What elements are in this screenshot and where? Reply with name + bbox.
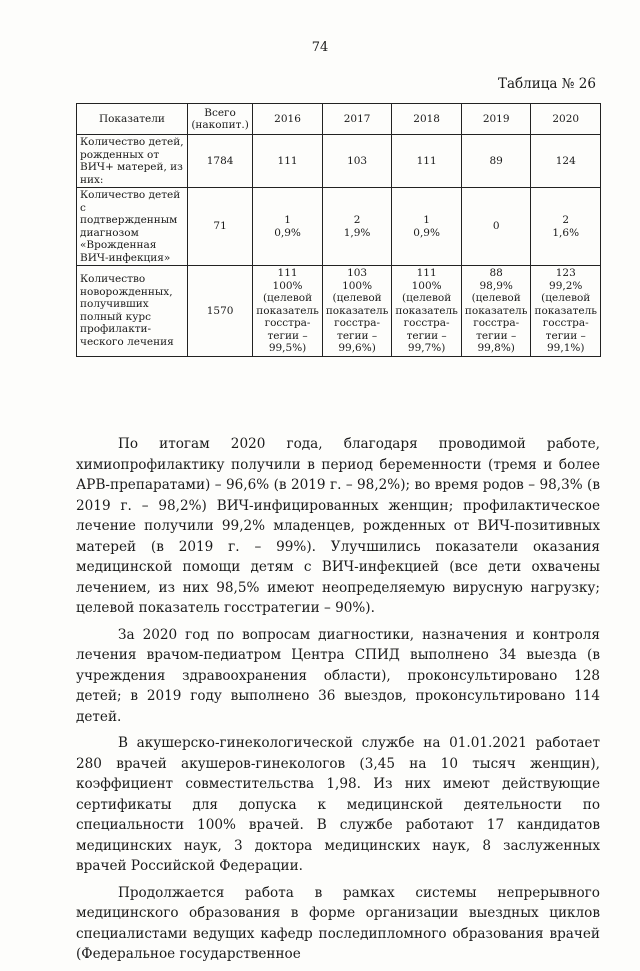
cell-line: 111 bbox=[277, 267, 298, 279]
statistics-table bbox=[76, 103, 601, 357]
cell-line: 1 bbox=[423, 214, 430, 226]
paragraph: Продолжается работа в рамках системы непрерывного медицинского образования в форме организации выездных циклов специалистами ведущих кафедр последипломного образования врачей (Федеральное государственное bbox=[76, 884, 600, 962]
table-header-row bbox=[77, 104, 601, 135]
cell-line: 99,8%) bbox=[477, 342, 515, 354]
table-caption: Таблица № 26 bbox=[497, 76, 596, 92]
cell-line: 103 bbox=[347, 267, 368, 279]
row-label: Количество новорожденных, получивших полный курс профилакти-ческого лечения bbox=[77, 266, 188, 357]
cell-line: 99,1%) bbox=[547, 342, 585, 354]
cell-line: 100% bbox=[411, 279, 442, 292]
cell-line: тегии – bbox=[545, 329, 586, 342]
header-total: Всего (накопит.) bbox=[187, 104, 252, 135]
cell-line: тегии – bbox=[476, 329, 517, 342]
paragraph: По итогам 2020 года, благодаря проводимой работе, химиопрофилактику получили в период беременности (тремя и более АРВ-препаратами) – 96,6% (в 2019 г. – 98,2%); во время родов – 98,3% (в 2019 г. – 98,2%) ВИЧ-инфицированных женщин; профилактическое лечение получили 99,2% младенцев, рожденных от ВИЧ-позитивных матерей (в 2019 г. – 99%). Улучшились показатели оказания медицинской помощи детям с ВИЧ-инфекцией (все дети охвачены лечением, из них 98,5% имеют неопределяемую вирусную нагрузку; целевой показатель госстратегии – 90%). bbox=[76, 436, 600, 616]
year-cell bbox=[322, 188, 392, 266]
header-indicators: Показатели bbox=[77, 104, 188, 135]
cell-line: тегии – bbox=[267, 329, 308, 342]
cell-line: госстра- bbox=[542, 317, 589, 329]
year-cell bbox=[531, 188, 601, 266]
year-cell bbox=[461, 266, 531, 357]
cell-line: 100% bbox=[342, 279, 373, 292]
cell-line: 1,6% bbox=[552, 226, 580, 239]
cell-line: 99,2% bbox=[549, 279, 583, 292]
paragraph: В акушерско-гинекологической службе на 01.01.2021 работает 280 врачей акушеров-гинекологов (3,45 на 10 тысяч женщин), коэффициент совместительства 1,98. Из них имеют действующие сертификаты для допуска к медицинской деятельности по специальности 100% врачей. В службе работают 17 кандидатов медицинских наук, 3 доктора медицинских наук, 8 заслуженных врачей Российской Федерации. bbox=[76, 735, 600, 874]
cell-line: 100% bbox=[272, 279, 303, 292]
cell-line: 1 bbox=[284, 214, 291, 226]
header-2018: 2018 bbox=[392, 104, 462, 135]
cell-line: 124 bbox=[555, 154, 576, 167]
header-2016: 2016 bbox=[253, 104, 323, 135]
body-text bbox=[76, 434, 600, 971]
table-row bbox=[77, 135, 601, 188]
cell-line: показатель bbox=[395, 304, 458, 317]
year-cell bbox=[392, 188, 462, 266]
year-cell bbox=[322, 135, 392, 188]
cell-line: 111 bbox=[277, 154, 298, 167]
cell-line: показатель bbox=[464, 304, 528, 317]
table-row bbox=[77, 188, 601, 266]
year-cell bbox=[461, 188, 531, 266]
year-cell bbox=[531, 266, 601, 357]
year-cell bbox=[253, 266, 323, 357]
year-cell bbox=[322, 266, 392, 357]
cell-line: 1,9% bbox=[343, 226, 371, 239]
cell-line: госстра- bbox=[264, 317, 311, 329]
cell-line: тегии – bbox=[337, 329, 378, 342]
cell-line: тегии – bbox=[406, 329, 447, 342]
cell-line: 99,5%) bbox=[268, 342, 307, 354]
page-number: 74 bbox=[311, 40, 329, 55]
cell-line: 89 bbox=[489, 154, 503, 167]
cell-line: 111 bbox=[416, 154, 437, 167]
cell-line: (целевой bbox=[402, 292, 452, 304]
cell-line: госстра- bbox=[403, 317, 450, 329]
cell-line: (целевой bbox=[471, 292, 521, 304]
cell-line: (целевой bbox=[541, 292, 591, 304]
row-total: 1784 bbox=[187, 135, 252, 188]
year-cell bbox=[253, 188, 323, 266]
cell-line: 111 bbox=[416, 267, 437, 279]
year-cell bbox=[531, 135, 601, 188]
year-cell bbox=[392, 266, 462, 357]
row-total: 1570 bbox=[187, 266, 252, 357]
cell-line: 123 bbox=[555, 267, 576, 279]
cell-line: показатель bbox=[256, 304, 319, 317]
year-cell bbox=[253, 135, 323, 188]
cell-line: 2 bbox=[562, 214, 570, 226]
header-2017: 2017 bbox=[322, 104, 392, 135]
row-label: Количество детей с подтвержденным диагнозом «Врожденная ВИЧ-инфекция» bbox=[77, 188, 188, 266]
cell-line: (целевой bbox=[332, 292, 382, 304]
cell-line: 103 bbox=[347, 154, 368, 167]
cell-line: (целевой bbox=[262, 292, 313, 304]
cell-line: показатель bbox=[534, 304, 597, 317]
table-row bbox=[77, 266, 601, 357]
cell-line: 0,9% bbox=[413, 226, 440, 239]
year-cell bbox=[461, 135, 531, 188]
paragraph: За 2020 год по вопросам диагностики, назначения и контроля лечения врачом-педиатром Центра СПИД выполнено 34 выезда (в учреждения здравоохранения области), проконсультировано 128 детей; в 2019 году выполнено 36 выездов, проконсультировано 114 детей. bbox=[76, 626, 600, 725]
cell-line: 99,6%) bbox=[338, 342, 376, 354]
cell-line: госстра- bbox=[334, 317, 381, 329]
cell-line: 98,9% bbox=[479, 279, 513, 292]
cell-line: 88 bbox=[489, 267, 503, 279]
cell-line: 0 bbox=[492, 220, 500, 233]
cell-line: показатель bbox=[325, 304, 389, 317]
cell-line: 99,7%) bbox=[407, 342, 446, 354]
row-total: 71 bbox=[187, 188, 252, 266]
header-2019: 2019 bbox=[461, 104, 531, 135]
row-label: Количество детей, рожденных от ВИЧ+ матерей, из них: bbox=[77, 135, 188, 188]
cell-line: госстра- bbox=[473, 317, 520, 329]
cell-line: 2 bbox=[353, 214, 361, 226]
year-cell bbox=[392, 135, 462, 188]
header-2020: 2020 bbox=[531, 104, 601, 135]
cell-line: 0,9% bbox=[274, 226, 301, 239]
